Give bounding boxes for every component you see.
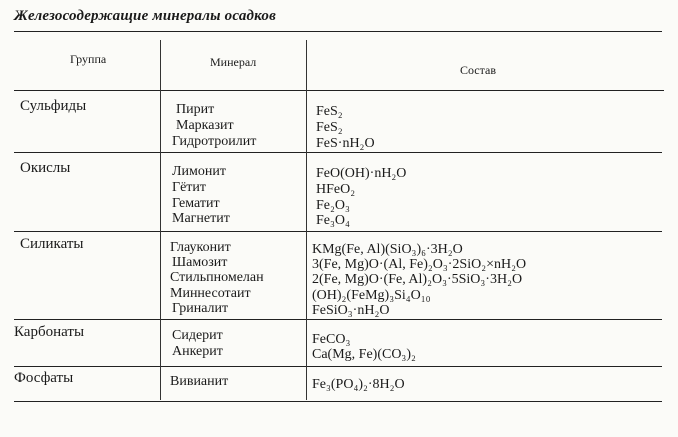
mineral-name: Лимонит <box>172 164 226 179</box>
composition-formula: FeO(OH)·nH₂O <box>316 166 407 181</box>
group-name: Фосфаты <box>14 370 74 386</box>
mineral-name: Пирит <box>176 102 215 117</box>
composition-formula: Fe₃O₄ <box>316 213 350 228</box>
composition-formula: Fe₃(PO₄)₂·8H₂O <box>312 377 405 392</box>
composition-formula: FeS₂ <box>316 104 343 119</box>
mineral-name: Анкерит <box>172 344 223 359</box>
mineral-name: Гриналит <box>172 301 229 316</box>
mineral-name: Стильпномелан <box>170 270 264 285</box>
group-divider <box>14 231 662 232</box>
group-name: Окислы <box>20 160 71 176</box>
group-name: Силикаты <box>20 236 84 252</box>
group-divider <box>14 152 662 153</box>
composition-formula: HFeO₂ <box>316 182 356 197</box>
composition-formula: Ca(Mg, Fe)(CO₃)₂ <box>312 347 416 362</box>
mineral-name: Гематит <box>172 196 220 211</box>
composition-formula: FeSiO₃·nH₂O <box>312 303 390 318</box>
column-divider <box>160 40 161 400</box>
mineral-name: Гётит <box>172 180 207 195</box>
mineral-name: Гидротроилит <box>172 134 257 149</box>
composition-formula: FeCO₃ <box>312 332 351 347</box>
mineral-name: Шамозит <box>172 255 228 270</box>
table-title: Железосодержащие минералы осадков <box>14 8 277 24</box>
mineral-name: Марказит <box>176 118 234 133</box>
mineral-name: Миннесотаит <box>170 286 251 301</box>
group-divider <box>14 319 662 320</box>
composition-formula: 2(Fe, Mg)O·(Fe, Al)₂O₃·5SiO₃·3H₂O <box>312 272 523 287</box>
header-bottom-rule <box>14 90 664 91</box>
composition-formula: (OH)₂(FeMg)₃Si₄O₁₀ <box>312 288 431 303</box>
group-name: Карбонаты <box>14 324 85 340</box>
composition-formula: FeS·nH₂O <box>316 136 375 151</box>
header-mineral: Минерал <box>210 55 257 69</box>
mineral-name: Глауконит <box>170 240 231 255</box>
header-group: Группа <box>70 52 107 66</box>
composition-formula: FeS₂ <box>316 120 343 135</box>
mineral-name: Сидерит <box>172 328 223 343</box>
composition-formula: Fe₂O₃ <box>316 198 350 213</box>
header-composition: Состав <box>460 63 497 77</box>
mineral-name: Вивианит <box>170 374 229 389</box>
mineral-name: Магнетит <box>172 211 230 226</box>
table-top-rule <box>14 31 662 32</box>
group-divider <box>14 366 662 367</box>
group-name: Сульфиды <box>20 98 87 114</box>
table-bottom-rule <box>14 401 662 402</box>
composition-formula: KMg(Fe, Al)(SiO₃)₆·3H₂O <box>312 242 463 257</box>
composition-formula: 3(Fe, Mg)O·(Al, Fe)₂O₃·2SiO₂×nH₂O <box>312 257 527 272</box>
column-divider <box>306 40 307 400</box>
